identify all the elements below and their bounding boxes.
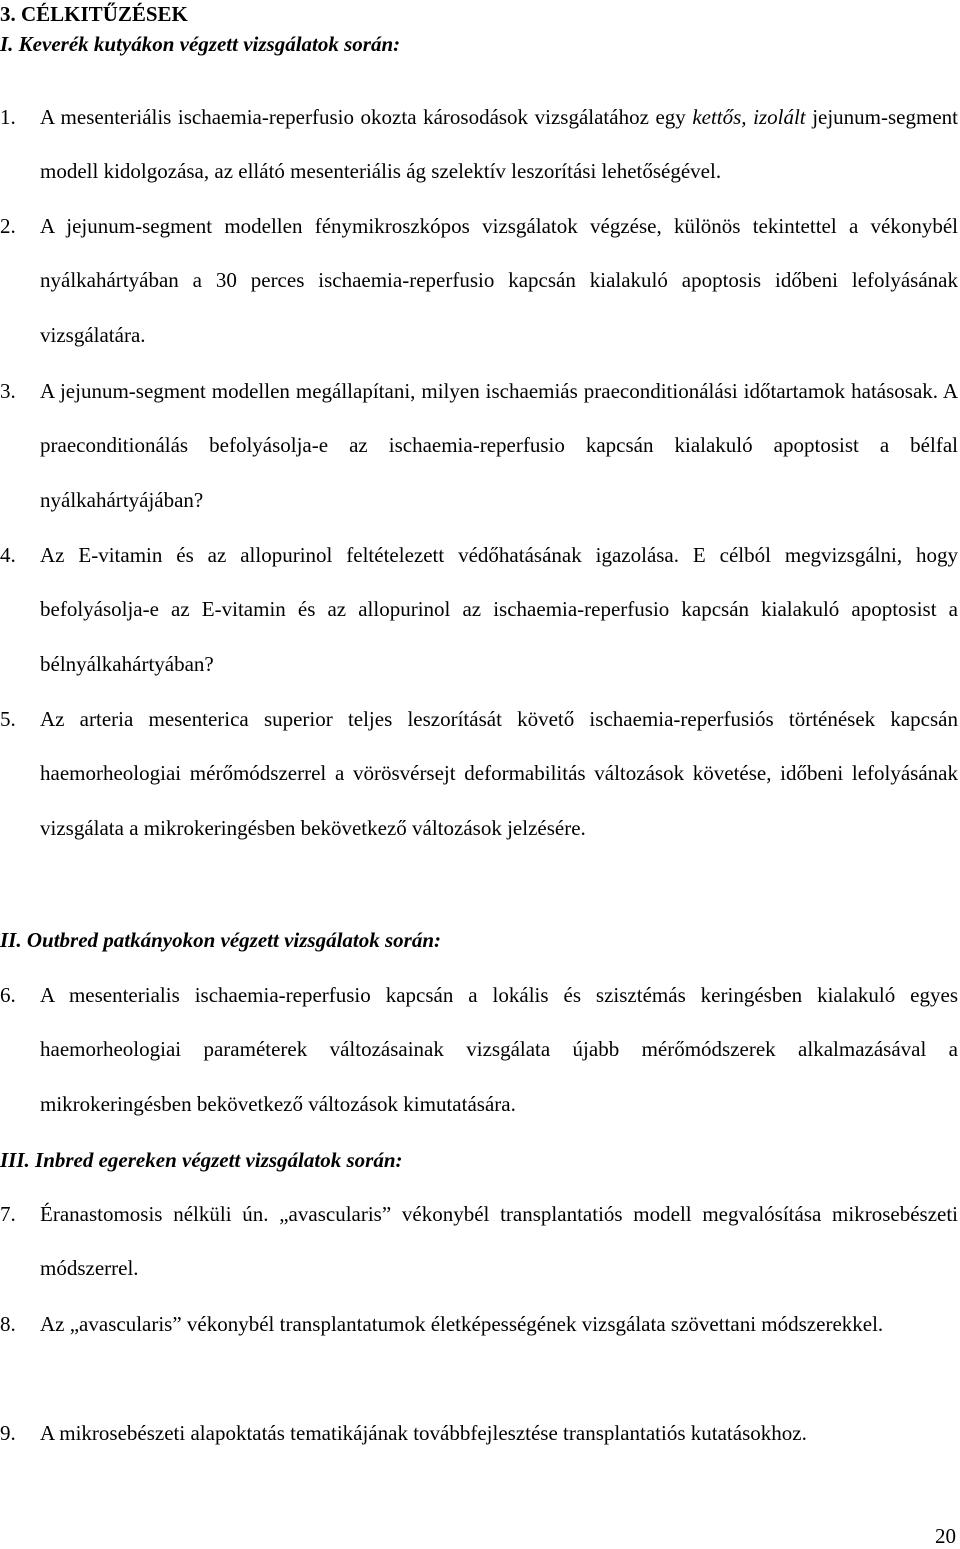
list-item-1	[0, 105, 958, 198]
list-item-3	[0, 379, 958, 527]
list-item-7	[0, 1202, 958, 1296]
list-item-text: Éranastomosis nélküli ún. „avascularis” vékonybél transplantatiós modell megvalósítása mikrosebészeti módszerrel.	[40, 1201, 958, 1281]
list-item-8	[0, 1312, 958, 1351]
list-item-text: Az arteria mesenterica superior teljes leszorítását követő ischaemia-reperfusiós történések kapcsán haemorheologiai mérőmódszerrel a vörösvérsejt deformabilitás változások követése, időbeni lefolyásának vizsgálata a mikrokeringésben bekövetkező változások jelzésére.	[40, 706, 958, 840]
list-item-number: 2.	[0, 214, 16, 238]
list-item-5	[0, 707, 958, 855]
list-item-text	[40, 90, 958, 198]
list-item-text-part: A mesenteriális ischaemia-reperfusio okozta károsodások vizsgálatához egy	[40, 105, 693, 130]
section-heading-2: II. Outbred patkányokon végzett vizsgálatok során:	[0, 928, 442, 952]
list-item-number: 4.	[0, 543, 16, 567]
page-number: 20	[935, 1524, 956, 1548]
list-item-number: 9.	[0, 1421, 16, 1445]
list-item-number: 7.	[0, 1202, 16, 1226]
list-item-text: Az E-vitamin és az allopurinol feltételezett védőhatásának igazolása. E célból megvizsgálni, hogy befolyásolja-e az E-vitamin és az allopurinol az ischaemia-reperfusio kapcsán kialakuló apoptosist a bélnyálkahártyában?	[40, 542, 958, 676]
list-item-6	[0, 983, 958, 1131]
list-item-number: 6.	[0, 983, 16, 1007]
list-item-number: 1.	[0, 105, 16, 129]
list-item-text: A mesenterialis ischaemia-reperfusio kapcsán a lokális és szisztémás keringésben kialakuló egyes haemorheologiai paraméterek változásainak vizsgálata újabb mérőmódszerek alkalmazásával a mikrokeringésben bekövetkező változások kimutatására.	[40, 982, 958, 1116]
list-item-text: A jejunum-segment modellen fénymikroszkópos vizsgálatok végzése, különös tekintettel a vékonybél nyálkahártyában a 30 perces ischaemia-reperfusio kapcsán kialakuló apoptosis időbeni lefolyásának vizsgálatára.	[40, 213, 958, 347]
list-item-text: A jejunum-segment modellen megállapítani, milyen ischaemiás praeconditionálási időtartamok hatásosak. A praeconditionálás befolyásolja-e az ischaemia-reperfusio kapcsán kialakuló apoptosist a bélfal nyálkahártyájában?	[40, 378, 958, 512]
list-item-text-part: jejunum-segment modell kidolgozása, az ellátó mesenteriális ág szelektív leszorítási lehetőségével.	[40, 105, 958, 184]
list-item-4	[0, 543, 958, 691]
list-item-number: 5.	[0, 707, 16, 731]
section-heading-3: III. Inbred egereken végzett vizsgálatok során:	[0, 1148, 403, 1172]
chapter-title: 3. CÉLKITŰZÉSEK	[0, 2, 188, 26]
list-item-text-italic: kettős, izolált	[692, 105, 806, 130]
list-item-number: 3.	[0, 379, 16, 403]
list-item-text: Az „avascularis” vékonybél transplantatumok életképességének vizsgálata szövettani módszerekkel.	[40, 1311, 884, 1336]
list-item-number: 8.	[0, 1312, 16, 1336]
list-item-text: A mikrosebészeti alapoktatás tematikájának továbbfejlesztése transplantatiós kutatásokhoz.	[40, 1420, 807, 1445]
section-heading-1: I. Keverék kutyákon végzett vizsgálatok során:	[0, 32, 401, 56]
list-item-2	[0, 214, 958, 362]
list-item-9	[0, 1421, 958, 1460]
